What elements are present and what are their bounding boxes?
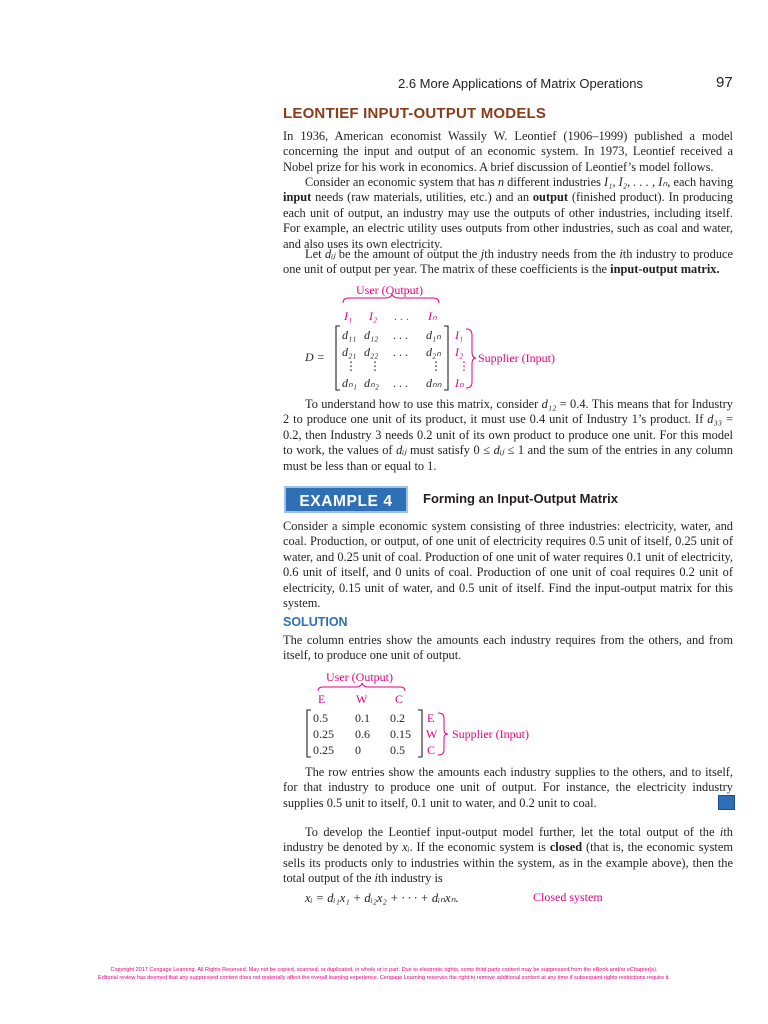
matrix-d-col-head: I₁ [344, 309, 353, 323]
example-matrix-col-head: C [395, 692, 404, 706]
example-matrix-entry: 0.5 [313, 711, 328, 725]
example-matrix-row-head: W [426, 727, 438, 741]
matrix-d-entry: dₙₙ [426, 376, 442, 390]
section-title: LEONTIEF INPUT-OUTPUT MODELS [283, 105, 547, 122]
matrix-d-lhs: D = [305, 350, 325, 364]
example-matrix-entry: 0.6 [355, 727, 370, 741]
matrix-d-row-head: ⋮ [458, 359, 470, 373]
matrix-d-entry: d₁₁ [342, 328, 357, 342]
paragraph-total-output: To develop the Leontief input-output model further, let the total output of the ith industry be denoted by xᵢ. If the economic system is closed (that is, the economic system sells its products only to industries within the system, as in the example above), then the total output of the ith industry is [283, 825, 733, 886]
closed-system-equation: xᵢ = dᵢ₁x₁ + dᵢ₂x₂ + · · · + dᵢₙxₙ. [305, 891, 459, 905]
matrix-d-entry: . . . [393, 328, 408, 342]
example-matrix-entry: 0.25 [313, 743, 334, 757]
matrix-d-entry: d₂ₙ [426, 345, 441, 359]
matrix-d-col-head: . . . [394, 309, 409, 323]
matrix-d-entry: ⋮ [430, 359, 442, 373]
paragraph-intro: In 1936, American economist Wassily W. Leontief (1906–1999) published a model concerning the input and output of an economic system. In 1973, Leontief received a Nobel prize for his work in economics. A brief discussion of Leontief’s model follows. [283, 129, 733, 174]
example-title: Forming an Input-Output Matrix [423, 491, 618, 506]
matrix-d-entry: dₙ₂ [364, 376, 379, 390]
copyright-footer-line: Editorial review has deemed that any suppressed content does not materially affect the overall learning experience. Cengage Learning reserves the right to remove additional content at any time if subsequent rights restrictions require it. [98, 975, 670, 981]
matrix-d-row-head: Iₙ [455, 376, 464, 390]
running-header-section: 2.6 More Applications of Matrix Operations [398, 76, 643, 91]
page-number: 97 [716, 74, 733, 91]
matrix-d-entry: . . . [393, 376, 408, 390]
copyright-footer-line: Copyright 2017 Cengage Learning. All Rights Reserved. May not be copied, scanned, or duplicated, in whole or in part. Due to electronic rights, some third party content may be suppressed from the eBook and/or eChapter(s). [110, 967, 658, 973]
matrix-d-entry: . . . [393, 345, 408, 359]
matrix-d-entry: d₂₁ [342, 345, 357, 359]
matrix-d-entry: ⋮ [345, 359, 357, 373]
example-matrix-supplier-label: Supplier (Input) [452, 727, 529, 741]
matrix-d-row-head: I₁ [455, 328, 464, 342]
example-matrix-entry: 0.5 [390, 743, 405, 757]
paragraph-economic-system: Consider an economic system that has n different industries I₁, I₂, . . . , Iₙ, each having input needs (raw materials, utilities, etc.) and an output (finished product). In producing each unit of output, an industry may use the outputs of other industries, including itself. For example, an electric utility uses outputs from other industries, such as coal and water, and also uses its own electricity. [283, 175, 734, 251]
example-matrix-col-head: W [356, 692, 368, 706]
matrix-d-supplier-label: Supplier (Input) [478, 351, 555, 365]
example-matrix-entry: 0.2 [390, 711, 405, 725]
matrix-d-entry: dₙ₁ [342, 376, 357, 390]
solution-text: The column entries show the amounts each industry requires from the others, and from itself, to produce one unit of output. [283, 633, 733, 663]
solution-label: SOLUTION [283, 615, 348, 629]
paragraph-example-use: To understand how to use this matrix, consider d₁₂ = 0.4. This means that for Industry 2 to produce one unit of its product, it must use 0.4 unit of Industry 1’s product. If d₃₃ = 0.2, then Industry 3 needs 0.2 unit of its own product to produce one unit. For this model to work, the values of dᵢⱼ must satisfy 0 ≤ dᵢⱼ ≤ 1 and the sum of the entries in any column must be less than or equal to 1. [283, 397, 733, 473]
matrix-d-entry: d₁₂ [364, 328, 379, 342]
example-matrix-entry: 0.15 [390, 727, 411, 741]
matrix-d-entry: d₂₂ [364, 345, 379, 359]
paragraph-row-entries: The row entries show the amounts each industry supplies to the others, and to itself, for that industry to produce one unit of output. For instance, the electricity industry supplies 0.5 unit to itself, 0.1 unit to water, and 0.2 unit to coal. [283, 765, 733, 810]
closed-system-label: Closed system [533, 890, 603, 904]
example-matrix-user-label: User (Output) [326, 670, 393, 684]
example-badge: EXAMPLE 4 [284, 486, 408, 513]
example-matrix-row-head: C [427, 743, 436, 757]
matrix-d-col-head: I₂ [369, 309, 378, 323]
example-matrix-col-head: E [318, 692, 326, 706]
example-matrix-entry: 0.25 [313, 727, 334, 741]
matrix-d-row-head: I₂ [455, 345, 464, 359]
matrix-d-entry: d₁ₙ [426, 328, 441, 342]
paragraph-coefficients: Let dᵢⱼ be the amount of output the jth industry needs from the ith industry to produce one unit of output per year. The matrix of these coefficients is the input-output matrix. [283, 247, 734, 277]
example-matrix-entry: 0.1 [355, 711, 370, 725]
matrix-d-user-label: User (Output) [356, 283, 423, 297]
example-matrix-row-head: E [427, 711, 435, 725]
matrix-d-col-head: Iₙ [428, 309, 437, 323]
example-problem-text: Consider a simple economic system consisting of three industries: electricity, water, and coal. Production, or output, of one unit of electricity requires 0.5 unit of itself, 0.25 unit of water, and 0.25 unit of coal. Production of one unit of water requires 0.1 unit of electricity, 0.6 unit of itself, and 0 units of coal. Production of one unit of coal requires 0.2 unit of electricity, 0.15 unit of water, and 0.5 unit of itself. Find the input-output matrix for this system. [283, 519, 733, 611]
matrix-d-entry: ⋮ [369, 359, 381, 373]
example-matrix-entry: 0 [355, 743, 361, 757]
